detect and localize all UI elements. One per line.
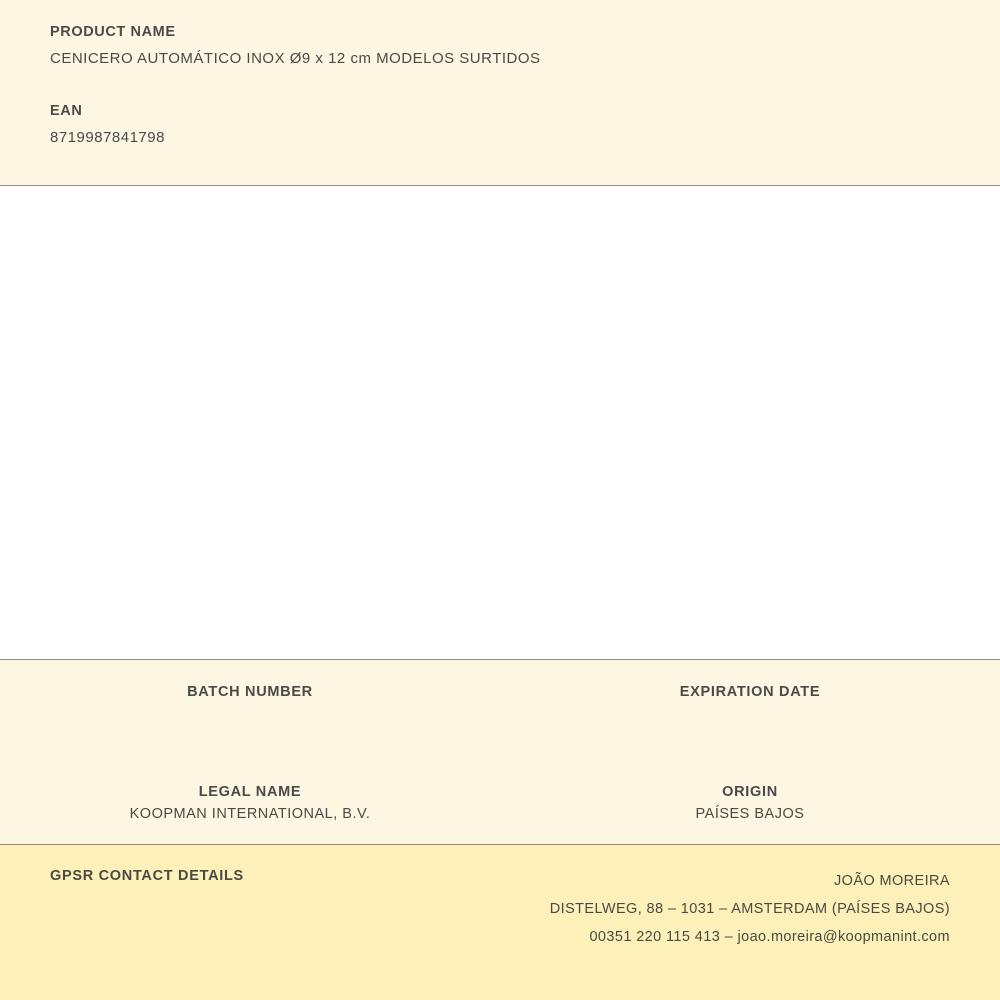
gpsr-contact-title: GPSR CONTACT DETAILS: [50, 868, 244, 884]
batch-expiration-row: [0, 684, 1000, 724]
product-name-label: PRODUCT NAME: [50, 24, 176, 40]
legal-origin-row: [0, 784, 1000, 824]
legal-name-field: [0, 784, 500, 824]
product-details-block: [0, 660, 1000, 845]
gpsr-contact-block: [0, 845, 1000, 1000]
expiration-date-field: [500, 684, 1000, 724]
batch-number-value: [20, 706, 480, 724]
legal-name-value: KOOPMAN INTERNATIONAL, B.V.: [129, 806, 371, 822]
product-name-value: CENICERO AUTOMÁTICO INOX Ø9 x 12 cm MODELOS SURTIDOS: [50, 50, 541, 67]
batch-number-field: [0, 684, 500, 724]
product-image-area: [0, 186, 1000, 660]
legal-name-label: LEGAL NAME: [198, 784, 302, 800]
batch-number-label: BATCH NUMBER: [187, 684, 313, 700]
gpsr-contact-name: JOÃO MOREIRA: [834, 873, 950, 889]
origin-field: [500, 784, 1000, 824]
ean-field: [50, 103, 950, 146]
ean-label: EAN: [50, 103, 83, 119]
origin-label: ORIGIN: [722, 784, 778, 800]
expiration-date-label: EXPIRATION DATE: [679, 684, 821, 700]
gpsr-contact-address: DISTELWEG, 88 – 1031 – AMSTERDAM (PAÍSES BAJOS): [549, 901, 950, 917]
gpsr-contact-details: [550, 867, 950, 951]
product-name-field: [50, 24, 950, 67]
ean-value: 8719987841798: [50, 129, 165, 146]
gpsr-contact-phone-email: 00351 220 115 413 – joao.moreira@koopmanint.com: [589, 929, 950, 945]
expiration-date-value: [520, 706, 980, 724]
product-identification-block: [0, 0, 1000, 186]
origin-value: PAÍSES BAJOS: [695, 806, 805, 822]
